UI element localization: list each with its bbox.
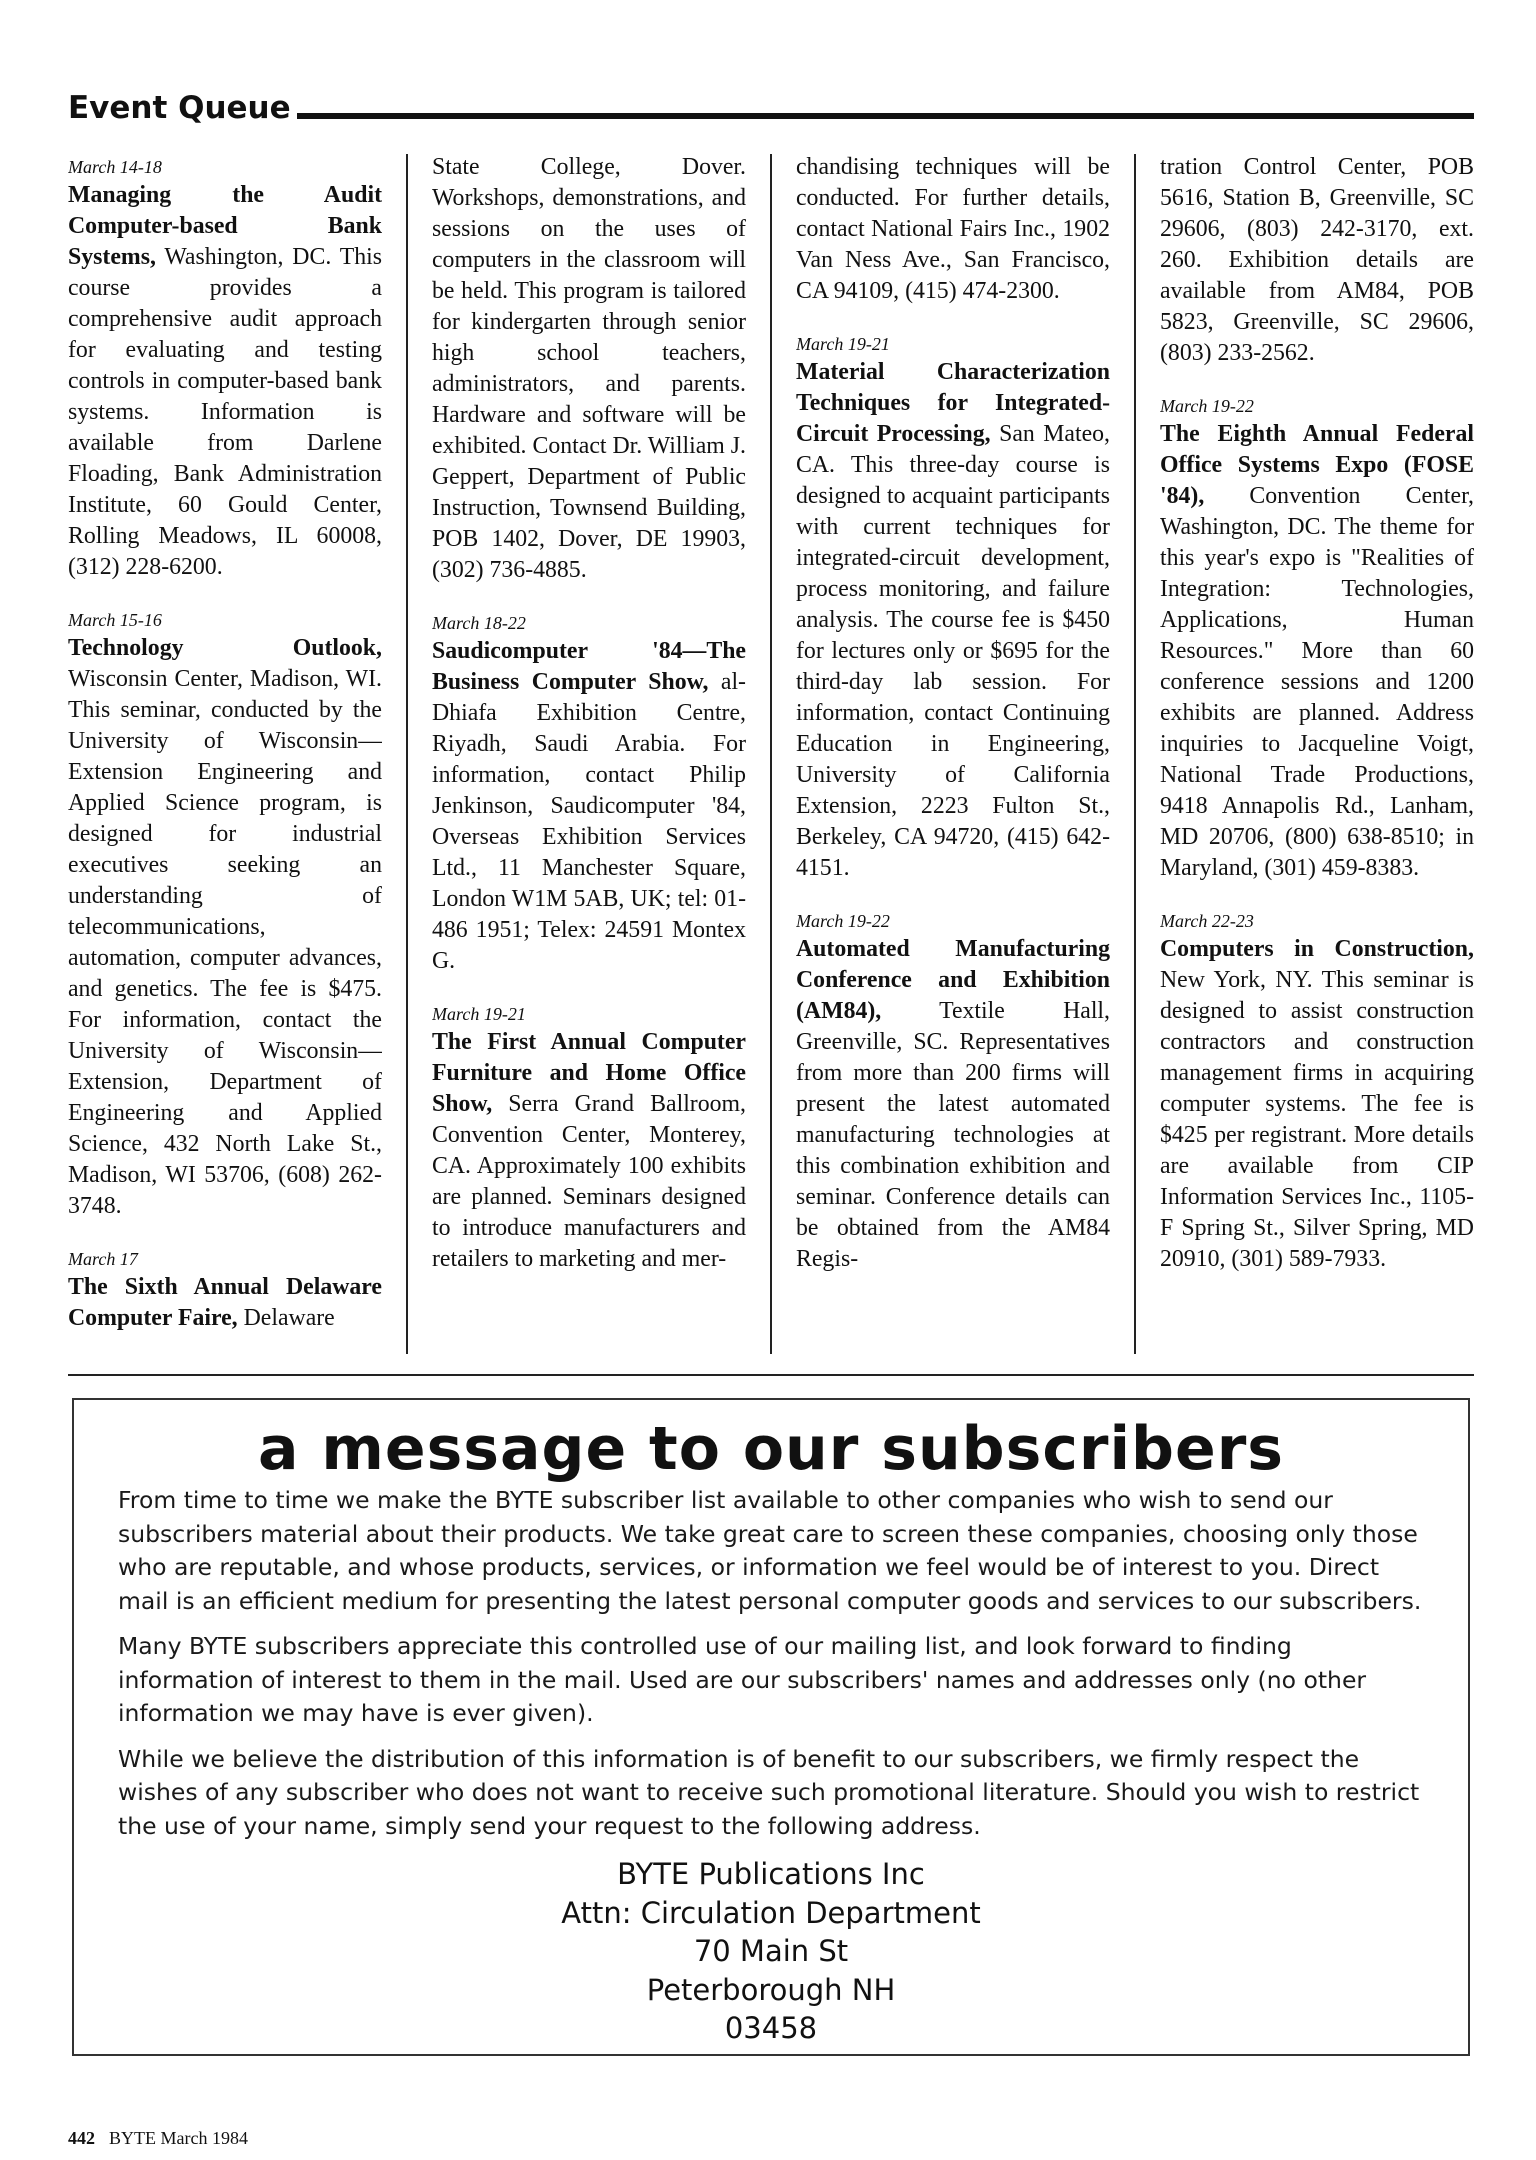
event-body: San Mateo, CA. This three-day course is designed to acquaint participants with current techniques for integrated-circuit development, process monitoring, and failure analysis. The course fee is $450 for lectures only or $695 for the third-day lab session. For information, contact Continuing Education in Engineering, University of California Extension, 2223 Fulton St., Berkeley, CA 94720, (415) 642-4151. <box>796 421 1110 881</box>
message-paragraph: Many BYTE subscribers appreciate this controlled use of our mailing list, and look forward to finding information of interest to them in the mail. Used are our subscribers' names and addresses only (no other information we may have is ever given). <box>118 1632 1367 1727</box>
mailing-address <box>74 1855 1468 2048</box>
column-divider <box>770 154 772 1354</box>
subscriber-message-box <box>72 1398 1470 2056</box>
event-body: Convention Center, Washington, DC. The theme for this year's expo is "Realities of Integration: Technologies, Applications, Human Resources." More than 60 conference sessions and 1200 exhibits are planned. Address inquiries to Jacqueline Voigt, National Trade Productions, 9418 Annapolis Rd., Lanham, MD 20706, (800) 638-8510; in Maryland, (301) 459-8383. <box>1160 483 1474 881</box>
event-body: Delaware <box>237 1305 335 1331</box>
event-continuation: tration Control Center, POB 5616, Station B, Greenville, SC 29606, (803) 242-3170, ext. 260. Exhibition details are available from AM84, POB 5823, Greenville, SC 29606, (803) 233-2562. <box>1160 154 1474 366</box>
column-divider <box>406 154 408 1354</box>
event-date: March 22-23 <box>1160 911 1254 931</box>
message-title: a message to our subscribers <box>258 1414 1284 1484</box>
column-divider <box>1134 154 1136 1354</box>
event-body: al-Dhiafa Exhibition Centre, Riyadh, Saudi Arabia. For information, contact Philip Jenkinson, Saudicomputer '84, Overseas Exhibition Services Ltd., 11 Manchester Square, London W1M 5AB, UK; tel: 01-486 1951; Telex: 24591 Montex G. <box>432 669 746 974</box>
message-paragraph: While we believe the distribution of this information is of benefit to our subscribers, we firmly respect the wishes of any subscriber who does not want to receive such promotional literature. Should you wish to restrict the use of your name, simply send your request to the following address. <box>118 1744 1420 1840</box>
event-item <box>796 908 1110 1275</box>
event-body: Textile Hall, Greenville, SC. Representatives from more than 200 firms will present the latest automated manufacturing technologies at this combination exhibition and seminar. Conference details can be obtained from the AM84 Regis- <box>796 998 1110 1272</box>
address-line: BYTE Publications Inc <box>617 1857 925 1891</box>
event-title: Computers in Construction, <box>1160 936 1474 962</box>
event-body: Wisconsin Center, Madison, WI. This seminar, conducted by the University of Wisconsin—Extension Engineering and Applied Science program, is designed for industrial executives seeking an understanding of telecommunications, automation, computer advances, and genetics. The fee is $475. For information, contact the University of Wisconsin—Extension, Department of Engineering and Applied Science, 432 North Lake St., Madison, WI 53706, (608) 262-3748. <box>68 666 382 1219</box>
event-title: Automated Manufacturing Conference and Exhibition (AM84), <box>796 936 1110 1024</box>
address-line: 70 Main St <box>693 1934 849 1968</box>
event-title: Saudicomputer '84—The Business Computer Show, <box>432 638 746 695</box>
event-item <box>432 1001 746 1275</box>
column-1 <box>68 152 382 1352</box>
event-title: The Eighth Annual Federal Office Systems Expo (FOSE '84), <box>1160 421 1474 509</box>
page-number: 442 <box>68 2128 95 2148</box>
event-title: The First Annual Computer Furniture and Home Office Show, <box>432 1029 746 1117</box>
address-line: 03458 <box>724 2011 818 2045</box>
event-date: March 19-22 <box>796 911 890 931</box>
message-paragraph: From time to time we make the BYTE subscriber list available to other companies who wish to send our subscribers material about their products. We take great care to screen these companies, choosing only those who are reputable, and whose products, services, or information we feel would be of interest to you. Direct mail is an efficient medium for presenting the latest personal computer goods and services to our subscribers. <box>118 1486 1422 1615</box>
address-line: Attn: Circulation Department <box>561 1895 981 1930</box>
event-title: The Sixth Annual Delaware Computer Faire, <box>68 1274 382 1331</box>
event-columns <box>68 152 1474 1362</box>
header-rule <box>297 113 1474 119</box>
event-date: March 14-18 <box>68 157 162 177</box>
event-date: March 15-16 <box>68 610 162 630</box>
event-item <box>68 154 382 583</box>
event-body: New York, NY. This seminar is designed to assist construction contractors and construction management firms in acquiring computer systems. The fee is $425 per registrant. More details are available from CIP Information Services Inc., 1105-F Spring St., Silver Spring, MD 20910, (301) 589-7933. <box>1160 967 1474 1272</box>
column-3 <box>796 152 1110 1352</box>
section-title: Event Queue <box>68 90 291 126</box>
event-item <box>432 610 746 977</box>
event-continuation: State College, Dover. Workshops, demonstrations, and sessions on the uses of computers in the classroom will be held. This program is tailored for kindergarten through senior high school teachers, administrators, and parents. Hardware and software will be exhibited. Contact Dr. William J. Geppert, Department of Public Instruction, Townsend Building, POB 1402, Dover, DE 19903, (302) 736-4885. <box>432 154 746 583</box>
page-footer <box>68 2128 248 2148</box>
event-item <box>796 331 1110 884</box>
event-date: March 19-21 <box>432 1004 526 1024</box>
section-header <box>68 84 1474 124</box>
section-separator <box>68 1374 1474 1376</box>
event-item <box>1160 393 1474 884</box>
event-body: Serra Grand Ballroom, Convention Center, Monterey, CA. Approximately 100 exhibits are planned. Seminars designed to introduce manufacturers and retailers to marketing and mer- <box>432 1091 746 1272</box>
column-4 <box>1160 152 1474 1352</box>
event-body: Washington, DC. This course provides a comprehensive audit approach for evaluating and testing controls in computer-based bank systems. Information is available from Darlene Floading, Bank Administration Institute, 60 Gould Center, Rolling Meadows, IL 60008, (312) 228-6200. <box>68 244 382 580</box>
event-continuation: chandising techniques will be conducted. For further details, contact National Fairs Inc., 1902 Van Ness Ave., San Francisco, CA 94109, (415) 474-2300. <box>796 154 1110 304</box>
event-date: March 18-22 <box>432 613 526 633</box>
event-title: Material Characterization Techniques for Integrated-Circuit Processing, <box>796 359 1110 447</box>
event-date: March 19-21 <box>796 334 890 354</box>
event-item <box>68 1246 382 1334</box>
event-item <box>68 607 382 1222</box>
event-title: Technology Outlook, <box>68 635 382 661</box>
publication-name: BYTE March 1984 <box>109 2128 248 2148</box>
event-date: March 19-22 <box>1160 396 1254 416</box>
address-line: Peterborough NH <box>646 1972 896 2007</box>
event-title: Managing the Audit Computer-based Bank Systems, <box>68 182 382 270</box>
event-date: March 17 <box>68 1249 138 1269</box>
event-item <box>1160 908 1474 1275</box>
column-2 <box>432 152 746 1352</box>
